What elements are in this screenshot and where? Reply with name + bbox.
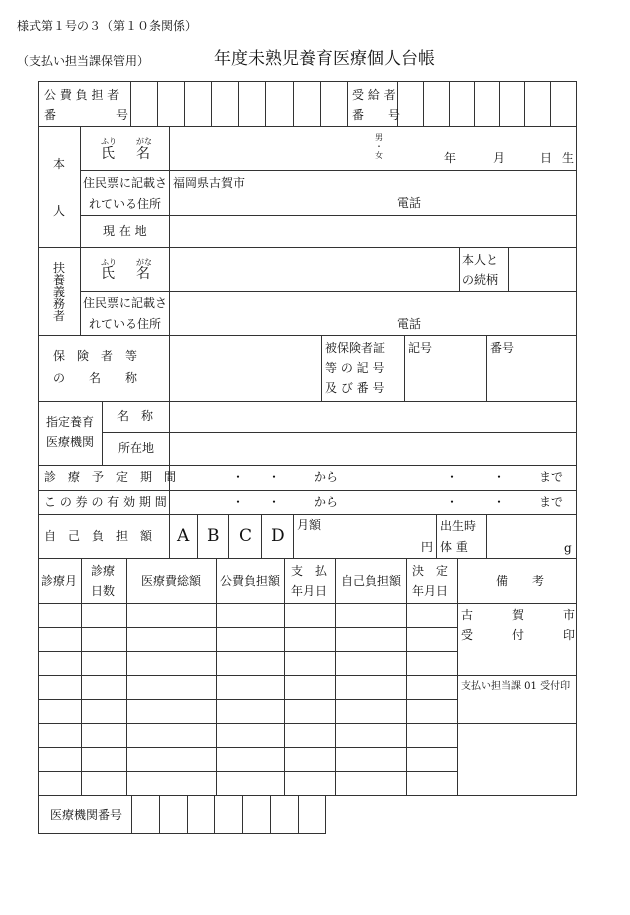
current-address-label: 現 在 地	[103, 224, 147, 238]
col-remarks: 備 考	[496, 574, 545, 588]
col-total-cost: 医療費総額	[141, 574, 202, 588]
usage-note: （支払い担当課保管用）	[17, 54, 150, 68]
recipient-label-line2: 番 号	[352, 108, 401, 122]
col-treatment-days-2: 日数	[91, 584, 116, 598]
treatment-from: から	[314, 470, 339, 484]
relation-label-1: 本人と	[462, 253, 499, 267]
col-decision-date-2: 年月日	[412, 584, 449, 598]
col-public-burden: 公費負担額	[220, 574, 281, 588]
copay-grade-c: C	[239, 526, 253, 546]
treatment-end-dot2: ・	[493, 470, 506, 484]
stamp-dept: 支払い担当課 01 受付印	[461, 681, 571, 692]
birth-weight-label-2: 体 重	[440, 540, 468, 554]
copay-grade-b: B	[207, 526, 220, 546]
supporter-section-char1: 扶	[53, 261, 66, 275]
recipient-label-line1: 受 給 者	[352, 88, 396, 102]
birth-year-label: 年	[444, 151, 457, 165]
person-phone-label: 電話	[397, 196, 422, 210]
supporter-section-char4: 務	[53, 297, 66, 311]
birth-month-label: 月	[493, 151, 506, 165]
supporter-address-label-1: 住民票に記載さ	[83, 296, 168, 310]
supporter-address-label-2: れている住所	[89, 317, 162, 331]
sex-dot: ・	[375, 142, 383, 151]
insured-number-label: 番号	[490, 341, 515, 355]
person-ruby-gana: がな	[136, 137, 152, 146]
relation-label-2: の続柄	[462, 273, 499, 287]
facility-number-label: 医療機関番号	[50, 808, 123, 822]
supporter-phone-label: 電話	[397, 317, 422, 331]
col-payment-date-2: 年月日	[291, 584, 328, 598]
treatment-end-dot1: ・	[446, 470, 459, 484]
payer-label-line1: 公 費 負 担 者	[44, 88, 120, 102]
supporter-name-label-mei: 名	[136, 266, 150, 282]
person-name-label-mei: 名	[136, 146, 150, 162]
insured-label-1: 被保険者証	[325, 341, 386, 355]
treatment-start-dot1: ・	[232, 470, 245, 484]
copay-grade-a: A	[177, 526, 190, 546]
person-address-value: 福岡県古賀市	[173, 176, 246, 190]
person-ruby-furi: ふり	[101, 137, 117, 146]
validity-until: まで	[539, 495, 564, 509]
sex-male: 男	[375, 133, 383, 142]
payer-label-go: 号	[116, 108, 129, 122]
supporter-name-label-shi: 氏	[101, 266, 115, 282]
stamp-koga-2: 賀	[512, 608, 525, 622]
supporter-ruby-gana: がな	[136, 258, 152, 267]
validity-end-dot2: ・	[493, 495, 506, 509]
stamp-recv-3: 印	[563, 628, 576, 642]
col-decision-date-1: 決 定	[412, 564, 449, 578]
person-section-char1: 本	[53, 157, 66, 171]
person-section-char2: 人	[53, 204, 66, 218]
treatment-start-dot2: ・	[268, 470, 281, 484]
treatment-period-label: 診 療 予 定 期 間	[44, 470, 177, 484]
insured-label-2: 等 の 記 号	[325, 361, 385, 375]
supporter-section-char2: 養	[53, 273, 66, 287]
supporter-section-char5: 者	[53, 309, 66, 323]
birth-day-label: 日	[540, 151, 553, 165]
validity-end-dot1: ・	[446, 495, 459, 509]
supporter-section-char3: 義	[53, 285, 66, 299]
birth-born-label: 生	[562, 151, 575, 165]
person-address-label-1: 住民票に記載さ	[83, 176, 168, 190]
form-number: 様式第１号の３（第１０条関係）	[17, 19, 198, 33]
copay-grade-d: D	[271, 526, 285, 546]
treatment-until: まで	[539, 470, 564, 484]
gram-label: g	[564, 541, 572, 555]
col-payment-date-1: 支 払	[291, 564, 328, 578]
facility-label-1: 指定養育	[46, 415, 95, 429]
insured-symbol-label: 記号	[408, 341, 433, 355]
payer-label-ban: 番	[44, 108, 57, 122]
stamp-recv-2: 付	[512, 628, 525, 642]
insured-label-3: 及 び 番 号	[325, 381, 385, 395]
monthly-label: 月額	[297, 518, 322, 532]
facility-name-label: 名 称	[117, 409, 154, 423]
person-address-label-2: れている住所	[89, 197, 162, 211]
supporter-ruby-furi: ふり	[101, 258, 117, 267]
col-self-burden: 自己負担額	[341, 574, 402, 588]
validity-start-dot1: ・	[232, 495, 245, 509]
stamp-recv-1: 受	[461, 628, 474, 642]
person-name-label-shi: 氏	[101, 146, 115, 162]
facility-location-label: 所在地	[118, 441, 155, 455]
stamp-koga-3: 市	[563, 608, 576, 622]
insurer-label-2: の 名 称	[53, 371, 138, 385]
page-title: 年度未熟児養育医療個人台帳	[214, 49, 435, 69]
stamp-koga-1: 古	[461, 608, 474, 622]
col-treatment-month: 診療月	[41, 574, 78, 588]
col-treatment-days-1: 診療	[91, 564, 116, 578]
insurer-label-1: 保 険 者 等	[53, 349, 138, 363]
validity-start-dot2: ・	[268, 495, 281, 509]
birth-weight-label-1: 出生時	[440, 519, 477, 533]
validity-from: から	[314, 495, 339, 509]
copay-label: 自 己 負 担 額	[44, 529, 153, 543]
sex-female: 女	[375, 151, 383, 160]
validity-period-label: こ の 券 の 有 効 期 間	[44, 495, 167, 509]
yen-label: 円	[421, 540, 434, 554]
facility-label-2: 医療機関	[46, 435, 95, 449]
